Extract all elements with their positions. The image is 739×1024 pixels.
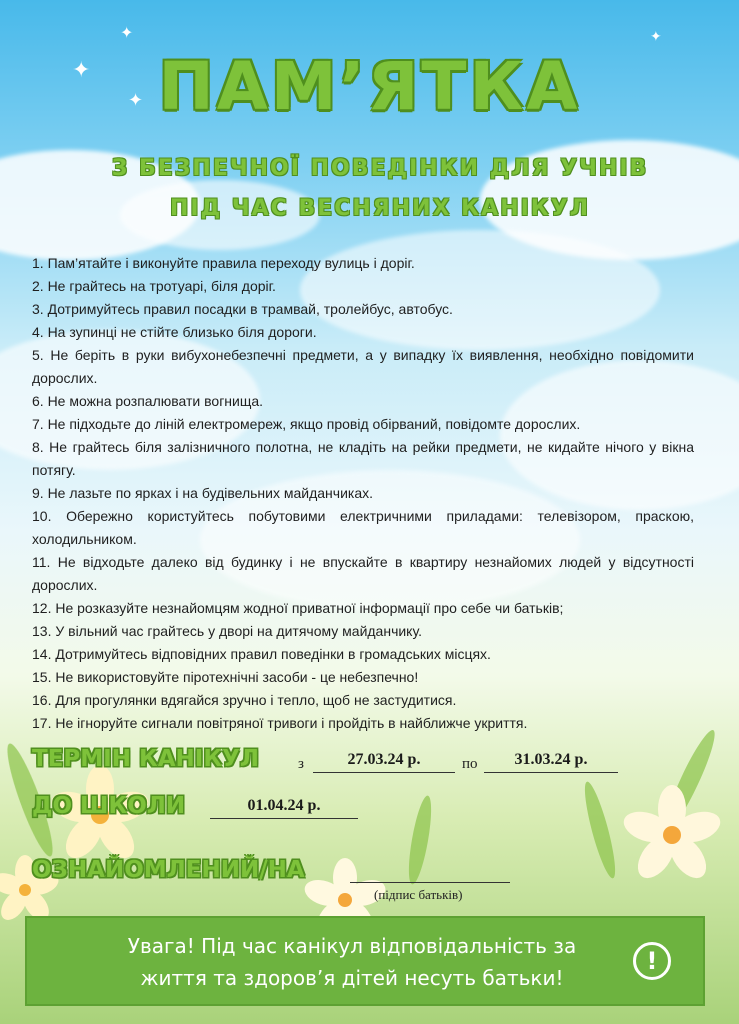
list-item: 10. Обережно користуйтесь побутовими електричними приладами: телевізором, праскою, холодильником.	[32, 508, 694, 547]
warning-text	[67, 930, 637, 994]
list-item: 1. Пам’ятайте і виконуйте правила переходу вулиць і доріг.	[32, 255, 415, 271]
list-item: 13. У вільний час грайтесь у дворі на дитячому майданчику.	[32, 623, 422, 639]
list-item: 7. Не підходьте до ліній електромереж, якщо провід обірваний, повідомте дорослих.	[32, 416, 581, 432]
sparkle-icon: ✦	[120, 23, 134, 42]
list-item: 8. Не грайтесь біля залізничного полотна, не кладіть на рейки предмети, не кидайте нічого у вікна потягу.	[32, 439, 694, 478]
subtitle-line-2: ПІД ЧАС ВЕСНЯНИХ КАНІКУЛ	[169, 196, 591, 221]
list-item: 17. Не ігноруйте сигнали повітряної тривоги і пройдіть в найближче укриття.	[32, 715, 528, 731]
school-return-date: 01.04.24 р.	[210, 796, 358, 819]
list-item: 2. Не грайтесь на тротуарі, біля доріг.	[32, 278, 276, 294]
vacation-from-word: з	[298, 756, 304, 772]
warning-text-line-2: життя та здоров’я дітей несуть батьки!	[140, 966, 564, 990]
vacation-from-date: 27.03.24 р.	[313, 750, 455, 773]
school-return-label: ДО ШКОЛИ	[32, 793, 186, 819]
exclamation-circle-icon: !	[633, 942, 671, 980]
page-title: ПАМ’ЯТКА	[158, 48, 581, 125]
sparkle-icon: ✦	[128, 90, 144, 111]
signature-line	[350, 882, 510, 883]
acknowledged-label: ОЗНАЙОМЛЕНИЙ/НА	[32, 857, 305, 883]
sparkle-icon: ✦	[650, 29, 662, 45]
list-item: 12. Не розказуйте незнайомцям жодної приватної інформації про себе чи батьків;	[32, 600, 564, 616]
vacation-to-date: 31.03.24 р.	[484, 750, 618, 773]
list-item: 4. На зупинці не стійте близько біля дороги.	[32, 324, 317, 340]
list-item: 5. Не беріть в руки вибухонебезпечні предмети, а у випадку їх виявлення, необхідно повідомити дорослих.	[32, 347, 694, 386]
list-item: 14. Дотримуйтесь відповідних правил поведінки в громадських місцях.	[32, 646, 491, 662]
warning-text-line-1: Увага! Під час канікул відповідальність за	[127, 934, 577, 958]
signature-caption: (підпис батьків)	[374, 887, 463, 902]
list-item: 9. Не лазьте по ярках і на будівельних майданчиках.	[32, 485, 374, 501]
list-item: 6. Не можна розпалювати вогнища.	[32, 393, 264, 409]
warning-banner	[25, 916, 705, 1006]
sparkle-icon: ✦	[72, 58, 91, 83]
subtitle-line-1: З БЕЗПЕЧНОЇ ПОВЕДІНКИ ДЛЯ УЧНІВ	[111, 156, 649, 181]
vacation-to-word: по	[462, 756, 478, 772]
vacation-label: ТЕРМІН КАНІКУЛ	[32, 746, 260, 772]
list-item: 3. Дотримуйтесь правил посадки в трамвай, тролейбус, автобус.	[32, 301, 453, 317]
flower-right	[620, 785, 724, 885]
list-item: 16. Для прогулянки вдягайся зручно і тепло, щоб не застудитися.	[32, 692, 457, 708]
safety-rules-list	[32, 252, 694, 735]
list-item: 15. Не використовуйте піротехнічні засоби - це небезпечно!	[32, 669, 419, 685]
list-item: 11. Не відходьте далеко від будинку і не впускайте в квартиру незнайомих людей у відсутності дорослих.	[32, 554, 694, 593]
